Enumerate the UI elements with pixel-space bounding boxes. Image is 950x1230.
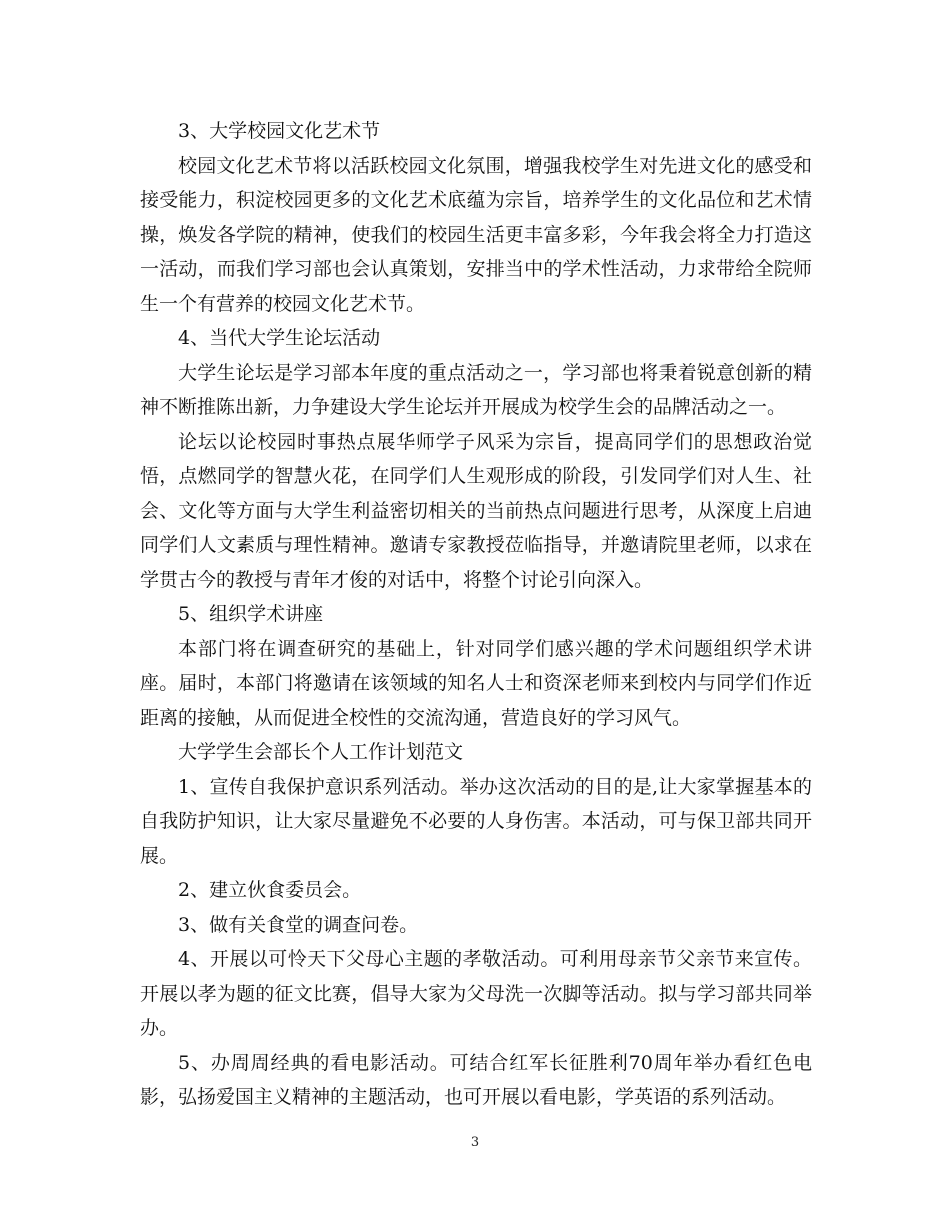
paragraph: 1、宣传自我保护意识系列活动。举办这次活动的目的是,让大家掌握基本的自我防护知识，让大家尽量避免不必要的人身伤害。本活动，可与保卫部共同开展。 xyxy=(140,775,812,867)
page-number: 3 xyxy=(470,1135,480,1150)
paragraph: 论坛以论校园时事热点展华师学子风采为宗旨，提高同学们的思想政治觉悟，点燃同学的智慧火花，在同学们人生观形成的阶段，引发同学们对人生、社会、文化等方面与大学生利益密切相关的当前热点问题进行思考，从深度上启迪同学们人文素质与理性精神。邀请专家教授莅临指导，并邀请院里老师，以求在学贯古今的教授与青年才俊的对话中，将整个讨论引向深入。 xyxy=(140,430,812,591)
paragraph: 4、开展以可怜天下父母心主题的孝敬活动。可利用母亲节父亲节来宣传。开展以孝为题的征文比赛，倡导大家为父母洗一次脚等活动。拟与学习部共同举办。 xyxy=(140,948,812,1039)
paragraph: 大学生论坛是学习部本年度的重点活动之一，学习部也将秉着锐意创新的精神不断推陈出新，力争建设大学生论坛并开展成为校学生会的品牌活动之一。 xyxy=(140,361,812,418)
paragraph: 大学学生会部长个人工作计划范文 xyxy=(178,741,464,763)
paragraph: 本部门将在调查研究的基础上，针对同学们感兴趣的学术问题组织学术讲座。届时，本部门将邀请在该领域的知名人士和资深老师来到校内与同学们作近距离的接触，从而促进全校性的交流沟通，营造良好的学习风气。 xyxy=(140,637,812,729)
paragraph: 4、当代大学生论坛活动 xyxy=(178,327,381,349)
document-body xyxy=(140,114,812,1115)
paragraph: 3、做有关食堂的调查问卷。 xyxy=(178,913,419,936)
paragraph: 5、办周周经典的看电影活动。可结合红军长征胜利70周年举办看红色电影，弘扬爱国主义精神的主题活动，也可开展以看电影，学英语的系列活动。 xyxy=(140,1051,812,1108)
paragraph: 5、组织学术讲座 xyxy=(178,603,324,625)
paragraph: 2、建立伙食委员会。 xyxy=(178,879,362,901)
paragraph: 校园文化艺术节将以活跃校园文化氛围，增强我校学生对先进文化的感受和接受能力，积淀校园更多的文化艺术底蕴为宗旨，培养学生的文化品位和艺术情操，焕发各学院的精神，使我们的校园生活更丰富多彩，今年我会将全力打造这一活动，而我们学习部也会认真策划，安排当中的学术性活动，力求带给全院师生一个有营养的校园文化艺术节。 xyxy=(140,154,812,315)
paragraph: 3、大学校园文化艺术节 xyxy=(178,120,381,142)
